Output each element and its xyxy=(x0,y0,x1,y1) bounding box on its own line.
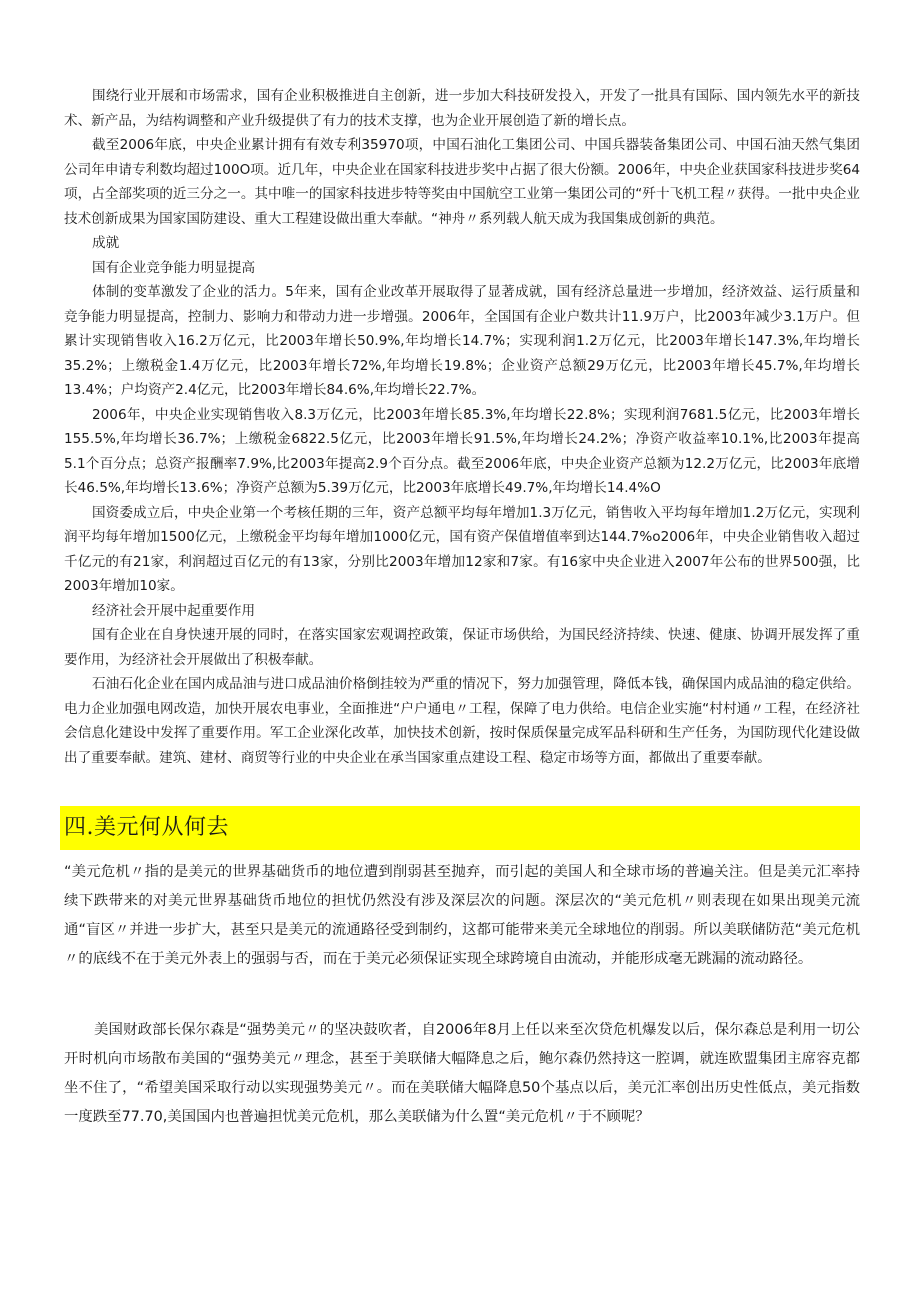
paragraph-industries: 石油石化企业在国内成品油与进口成品油价格倒挂较为严重的情况下，努力加强管理，降低本钱，确保国内成品油的稳定供给。电力企业加强电网改造，加快开展农电事业，全面推进“户户通电〃工程，保障了电力供给。电信企业实施“村村通〃工程，在经济社会信息化建设中发挥了重要作用。军工企业深化改革，加快技术创新，按时保质保量完成军品科研和生产任务，为国防现代化建设做出了重要奉献。建筑、建材、商贸等行业的中央企业在承当国家重点建设工程、稳定市场等方面，都做出了重要奉献。 xyxy=(64,676,860,766)
paragraph-sasac-term: 国资委成立后，中央企业第一个考核任期的三年，资产总额平均每年增加1.3万亿元，销售收入平均每年增加1.2万亿元，实现利润平均每年增加1500亿元，上缴税金平均每年增加1000亿元，国有资产保值增值率到达144.7%o2006年，中央企业销售收入超过千亿元的有21家，利润超过百亿元的有13家，分别比2003年增加12家和7家。有16家中央企业进入2007年公布的世界500强，比2003年增加10家。 xyxy=(64,504,860,594)
paragraph-patents: 截至2006年底，中央企业累计拥有有效专利35970项，中国石油化工集团公司、中国兵器装备集团公司、中国石油天然气集团公司年申请专利数均超过100O项。近几年，中央企业在国家科技进步奖中占据了很大份额。2006年，中央企业获国家科技进步奖64项，占全部奖项的近三分之一。其中唯一的国家科技进步特等奖由中国航空工业第一集团公司的“歼十飞机工程〃获得。一批中央企业技术创新成果为国家国防建设、重大工程建设做出重大奉献。“神舟〃系列载人航天成为我国集成创新的典范。 xyxy=(64,137,860,227)
article-dollar-crisis-definition xyxy=(64,858,860,974)
paragraph-dollar-crisis: “美元危机〃指的是美元的世界基础货币的地位遭到削弱甚至抛弃，而引起的美国人和全球市场的普遍关注。但是美元汇率持续下跌带来的对美元世界基础货币地位的担忧仍然没有涉及深层次的问题。深层次的“美元危机〃则表现在如果出现美元流通“盲区〃并进一步扩大，甚至只是美元的流通路径受到制约，这都可能带来美元全球地位的削弱。所以美联储防范“美元危机〃的底线不在于美元外表上的强弱与否，而在于美元必须保证实现全球跨境自由流动，并能形成毫无跳漏的流动路径。 xyxy=(64,864,860,967)
subheading-competitiveness: 国有企业竞争能力明显提高 xyxy=(92,259,256,276)
section-title: 四.美元何从何去 xyxy=(64,815,229,840)
paragraph-macro-control: 国有企业在自身快速开展的同时，在落实国家宏观调控政策，保证市场供给，为国民经济持续、快速、健康、协调开展发挥了重要作用，为经济社会开展做出了积极奉献。 xyxy=(64,627,860,668)
article-paulson xyxy=(64,1016,860,1132)
subheading-achievements: 成就 xyxy=(92,235,120,251)
paragraph-strong-dollar: 美国财政部长保尔森是“强势美元〃的坚决鼓吹者，自2006年8月上任以来至次贷危机爆发以后，保尔森总是利用一切公开时机向市场散布美国的“强势美元〃理念，甚至于美联储大幅降息之后，鲍尔森仍然持这一腔调，就连欧盟集团主席容克都坐不住了，“希望美国采取行动以实现强势美元〃。而在美联储大幅降息50个基点以后，美元汇率创出历史性低点，美元指数一度跌至77.70,美国国内也普遍担忧美元危机，那么美联储为什么置“美元危机〃于不顾呢？ xyxy=(64,1022,860,1125)
paragraph-innovation: 围绕行业开展和市场需求，国有企业积极推进自主创新，进一步加大科技研发投入，开发了一批具有国际、国内领先水平的新技术、新产品，为结构调整和产业升级提供了有力的技术支撑，也为企业开展创造了新的增长点。 xyxy=(64,88,860,129)
paragraph-central-enterprises-2006: 2006年，中央企业实现销售收入8.3万亿元，比2003年增长85.3%,年均增长22.8%；实现利润7681.5亿元，比2003年增长155.5%,年均增长36.7%；上缴税金6822.5亿元，比2003年增长91.5%,年均增长24.2%；净资产收益率10.1%,比2003年提高5.1个百分点；总资产报酬率7.9%,比2003年提高2.9个百分点。截至2006年底，中央企业资产总额为12.2万亿元，比2003年底增长46.5%,年均增长13.6%；净资产总额为5.39万亿元，比2003年底增长49.7%,年均增长14.4%O xyxy=(64,406,860,496)
paragraph-reform-results: 体制的变革激发了企业的活力。5年来，国有企业改革开展取得了显著成就，国有经济总量进一步增加，经济效益、运行质量和竞争能力明显提高，控制力、影响力和带动力进一步增强。2006年，全国国有企业户数共计11.9万户，比2003年减少3.1万户。但累计实现销售收入16.2万亿元，比2003年增长50.9%,年均增长14.7%；实现利润1.2万亿元，比2003年增长147.3%,年均增长35.2%；上缴税金1.4万亿元，比2003年增长72%,年均增长19.8%；企业资产总额29万亿元，比2003年增长45.7%,年均增长13.4%；户均资产2.4亿元，比2003年增长84.6%,年均增长22.7%。 xyxy=(64,284,860,398)
article-upper-section xyxy=(64,84,860,770)
subheading-social-role: 经济社会开展中起重要作用 xyxy=(92,602,256,619)
section-heading-highlight xyxy=(60,806,860,850)
